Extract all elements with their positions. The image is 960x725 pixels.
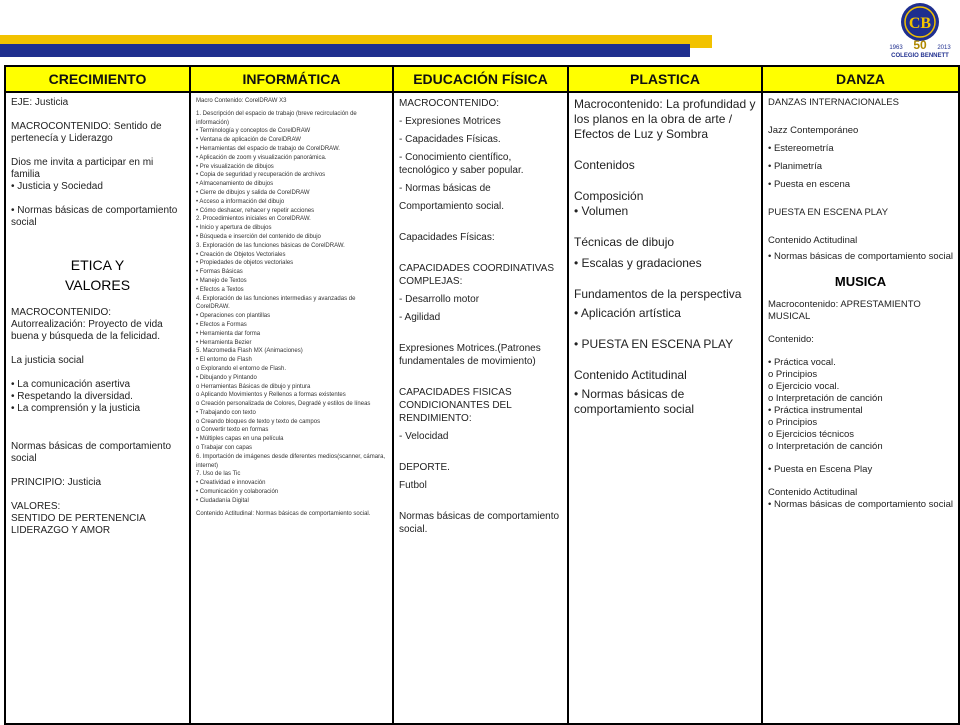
- bullet-item: • La comprensión y la justicia: [11, 403, 141, 414]
- informatica-line: o Convertir texto en formas: [196, 427, 269, 434]
- text-line: DANZAS INTERNACIONALES: [768, 97, 899, 108]
- text-line: - Agilidad: [399, 312, 441, 323]
- informatica-line: o Trabajar con capas: [196, 445, 253, 452]
- bullet-item: • Planimetría: [768, 161, 823, 172]
- informatica-line: • Creación de Objetos Vectoriales: [196, 251, 286, 258]
- text-line: Contenidos: [574, 158, 635, 172]
- sub-item: o Principios: [768, 369, 818, 380]
- bullet-item: • Normas básicas de comportamiento social: [768, 499, 953, 510]
- curriculum-table: [4, 65, 960, 725]
- informatica-line: 4. Exploración de las funciones intermedias y avanzadas de CorelDRAW.: [196, 295, 356, 311]
- informatica-line: • Formas Básicas: [196, 269, 243, 276]
- sub-item: o Interpretación de canción: [768, 441, 883, 452]
- informatica-line: • Propiedades de objetos vectoriales: [196, 260, 294, 267]
- logo-anniversary: 50: [913, 38, 927, 52]
- text-line: - Capacidades Físicas.: [399, 134, 501, 145]
- text-line: CAPACIDADES FISICAS CONDICIONANTES DEL RENDIMIENTO:: [399, 387, 512, 424]
- text-line: MACROCONTENIDO:: [399, 98, 499, 109]
- informatica-line: • Herramienta Bezier: [196, 339, 252, 346]
- sub-item: o Principios: [768, 417, 818, 428]
- text-line: EJE: Justicia: [11, 97, 69, 108]
- informatica-line: 6. Importación de imágenes desde diferentes medios(scanner, cámara, internet): [196, 453, 386, 469]
- educacion-fisica-cell: [393, 92, 568, 724]
- column-header-danza: DANZA: [762, 66, 959, 92]
- informatica-line: o Creación personalizada de Colores, Degradé y estilos de líneas: [196, 401, 371, 408]
- bullet-item: • Normas básicas de comportamiento social: [11, 205, 178, 228]
- text-line: - Expresiones Motrices: [399, 116, 501, 127]
- text-line: Contenido Actitudinal: [574, 368, 687, 382]
- bullet-item: • Normas básicas de comportamiento social: [768, 251, 953, 262]
- text-line: VALORES:: [11, 501, 61, 512]
- text-line: Fundamentos de la perspectiva: [574, 287, 742, 301]
- informatica-line: • Ciudadanía Digital: [196, 497, 249, 504]
- text-line: Jazz Contemporáneo: [768, 125, 859, 136]
- bullet-item: • Justicia y Sociedad: [11, 181, 103, 192]
- informatica-line: o Creando bloques de texto y texto de campos: [196, 418, 321, 425]
- text-line: Comportamiento social.: [399, 201, 505, 212]
- text-line: Capacidades Físicas:: [399, 232, 495, 243]
- bullet-item: • Estereometría: [768, 143, 834, 154]
- bullet-item: • PUESTA EN ESCENA PLAY: [574, 337, 734, 351]
- column-header-crecimiento: CRECIMIENTO: [5, 66, 190, 92]
- informatica-line: • Efectos a Formas: [196, 321, 247, 328]
- informatica-line: • Trabajando con texto: [196, 409, 256, 416]
- text-line: Autorrealización: Proyecto de vida buena y búsqueda de la felicidad.: [11, 319, 163, 342]
- text-line: MACROCONTENIDO: Sentido de pertenecía y Liderazgo: [11, 121, 162, 144]
- logo-initials: CB: [908, 15, 932, 32]
- text-line: Composición: [574, 189, 644, 203]
- bullet-item: • Respetando la diversidad.: [11, 391, 133, 402]
- informatica-line: • Búsqueda e inserción del contenido de dibujo: [196, 233, 321, 240]
- informatica-line: 7. Uso de las Tic: [196, 471, 241, 478]
- informatica-line: • El entorno de Flash: [196, 357, 252, 364]
- text-line: Macrocontenido: La profundidad y los planos en la obra de arte / Efectos de Luz y Sombra: [574, 97, 756, 141]
- bullet-item: • Aplicación artística: [574, 306, 681, 320]
- informatica-line: Contenido Actitudinal: Normas básicas de comportamiento social.: [196, 510, 371, 517]
- sub-item: o Ejercicio vocal.: [768, 381, 840, 392]
- informatica-line: • Cómo deshacer, rehacer y repetir acciones: [196, 207, 315, 214]
- text-line: CAPACIDADES COORDINATIVAS COMPLEJAS:: [399, 263, 555, 287]
- section-title: ETICA Y: [70, 257, 125, 273]
- sub-item: o Ejercicios técnicos: [768, 429, 855, 440]
- text-line: Dios me invita a participar en mi familia: [11, 157, 154, 180]
- column-header-informatica: INFORMÁTICA: [190, 66, 393, 92]
- informatica-list: [191, 93, 392, 522]
- bullet-item: • Práctica vocal.: [768, 357, 836, 368]
- informatica-line: • Efectos a Textos: [196, 286, 244, 293]
- header-bar-blue: [0, 44, 690, 57]
- informatica-line: • Pre visualización de dibujos: [196, 163, 274, 170]
- informatica-line: • Múltiples capas en una película: [196, 436, 284, 443]
- informatica-line: • Aplicación de zoom y visualización panorámica.: [196, 154, 327, 161]
- bullet-item: • La comunicación asertiva: [11, 379, 131, 390]
- text-line: Técnicas de dibujo: [574, 235, 675, 249]
- informatica-line: o Aplicando Movimientos y Rellenos a formas existentes: [196, 392, 346, 399]
- bullet-item: • Escalas y gradaciones: [574, 256, 702, 270]
- informatica-line: o Explorando el entorno de Flash.: [196, 365, 287, 372]
- column-header-educacion-fisica: EDUCACIÓN FÍSICA: [393, 66, 568, 92]
- informatica-line: • Terminología y conceptos de CorelDRAW: [196, 128, 311, 135]
- informatica-line: • Comunicación y colaboración: [196, 489, 279, 496]
- logo-year-end: 2013: [937, 45, 951, 51]
- text-line: - Conocimiento científico, tecnológico y saber popular.: [399, 152, 524, 176]
- informatica-line: • Manejo de Textos: [196, 277, 247, 284]
- sub-item: o Interpretación de canción: [768, 393, 883, 404]
- text-line: Normas básicas de comportamiento social.: [399, 511, 560, 535]
- section-title: VALORES: [64, 277, 131, 293]
- text-line: - Normas básicas de: [399, 183, 491, 194]
- informatica-line: 3. Exploración de las funciones básicas de CorelDRAW.: [196, 242, 345, 249]
- informatica-line: • Ventana de aplicación de CorelDRAW: [196, 137, 301, 144]
- text-line: Contenido Actitudinal: [768, 235, 858, 246]
- section-title: MUSICA: [834, 274, 887, 289]
- text-line: Normas básicas de comportamiento social: [11, 441, 172, 464]
- informatica-line: 5. Macromedia Flash MX (Animaciones): [196, 348, 303, 355]
- text-line: Contenido:: [768, 334, 814, 345]
- logo-name: COLEGIO BENNETT: [891, 53, 949, 59]
- school-logo: [880, 0, 960, 60]
- informatica-line: 1. Descripción del espacio de trabajo (breve recirculación de información): [196, 110, 357, 126]
- text-line: Expresiones Motrices.(Patrones fundamentales de movimiento): [399, 343, 541, 367]
- informatica-line: 2. Procedimientos iniciales en CorelDRAW.: [196, 216, 311, 223]
- informatica-line: • Inicio y apertura de dibujos: [196, 225, 272, 232]
- plastica-cell: [568, 92, 762, 724]
- informatica-line: • Almacenamiento de dibujos: [196, 181, 274, 188]
- informatica-line: • Operaciones con plantillas: [196, 313, 271, 320]
- text-line: - Velocidad: [399, 431, 449, 442]
- informatica-line: • Herramientas del espacio de trabajo de CorelDRAW.: [196, 145, 340, 152]
- informatica-line: o Herramientas Básicas de dibujo y pintura: [196, 383, 311, 390]
- informatica-line: • Dibujando y Pintando: [196, 374, 257, 381]
- danza-cell: [762, 92, 959, 724]
- text-line: La justicia social: [11, 355, 84, 366]
- text-line: MACROCONTENIDO:: [11, 307, 111, 318]
- logo-year-start: 1963: [889, 45, 903, 51]
- informatica-line: • Herramienta dar forma: [196, 330, 261, 337]
- informatica-line: • Acceso a información del dibujo: [196, 198, 285, 205]
- text-line: - Desarrollo motor: [399, 294, 480, 305]
- bullet-item: • Puesta en escena: [768, 179, 851, 190]
- informatica-cell: [190, 92, 393, 724]
- bullet-item: • Práctica instrumental: [768, 405, 863, 416]
- informatica-line: Macro Contenido: CorelDRAW X3: [196, 98, 287, 104]
- text-line: Futbol: [399, 480, 427, 491]
- bullet-item: • Normas básicas de comportamiento social: [574, 387, 695, 416]
- text-line: LIDERAZGO Y AMOR: [11, 525, 111, 536]
- bullet-item: • Puesta en Escena Play: [768, 464, 873, 475]
- bullet-item: • Volumen: [574, 204, 629, 218]
- table-header-row: [5, 66, 959, 92]
- text-line: PRINCIPIO: Justicia: [11, 477, 102, 488]
- table-row: [5, 92, 959, 724]
- text-line: Macrocontenido: APRESTAMIENTO MUSICAL: [768, 299, 921, 322]
- text-line: PUESTA EN ESCENA PLAY: [768, 207, 889, 218]
- informatica-line: • Copia de seguridad y recuperación de archivos: [196, 172, 326, 179]
- informatica-line: • Creatividad e innovación: [196, 480, 266, 487]
- text-line: SENTIDO DE PERTENENCIA: [11, 513, 146, 524]
- informatica-line: • Cierre de dibujos y salida de CorelDRAW: [196, 189, 310, 196]
- crecimiento-cell: [5, 92, 190, 724]
- text-line: Contenido Actitudinal: [768, 487, 858, 498]
- text-line: DEPORTE.: [399, 462, 450, 473]
- column-header-plastica: PLASTICA: [568, 66, 762, 92]
